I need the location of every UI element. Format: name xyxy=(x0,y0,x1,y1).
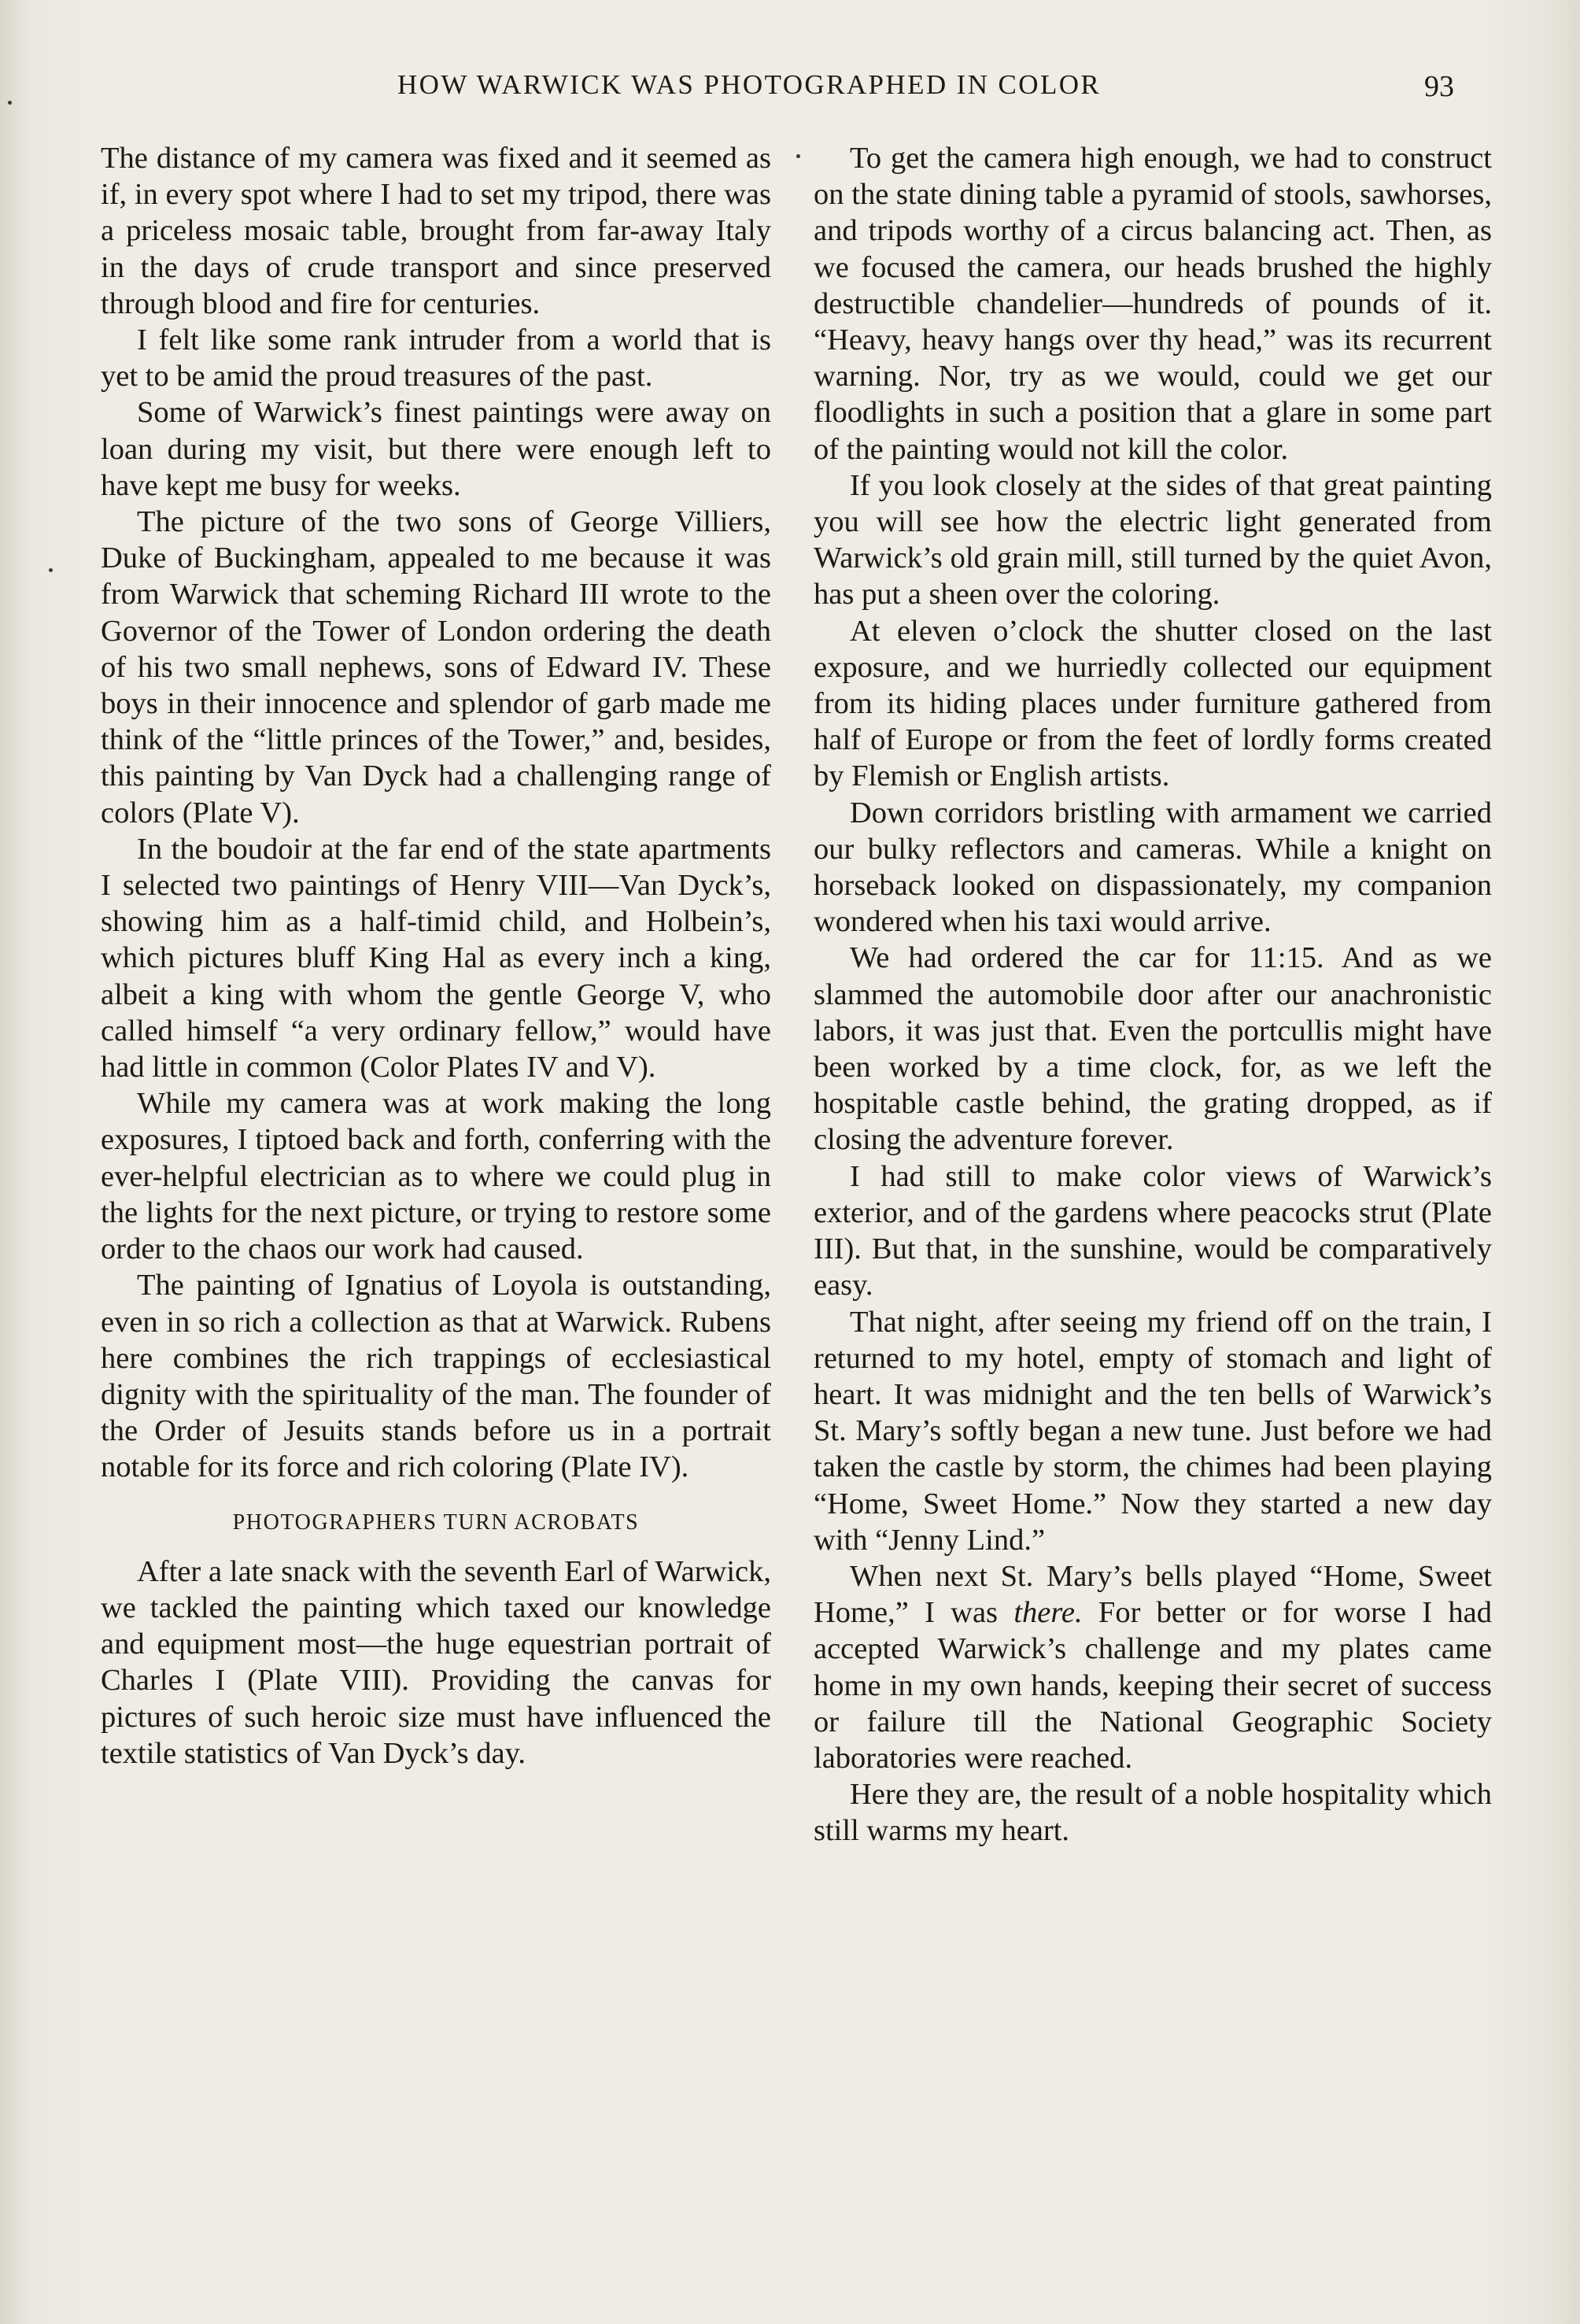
right-column xyxy=(814,140,1492,1849)
paragraph: While my camera was at work making the long exposures, I tiptoed back and forth, conferring with the ever-helpful electrician as to where we could plug in the lights for the next picture, or trying to restore some order to the chaos our work had caused. xyxy=(101,1087,771,1266)
section-subheading: PHOTOGRAPHERS TURN ACROBATS xyxy=(232,1509,640,1535)
paragraph: After a late snack with the seventh Earl of Warwick, we tackled the painting which taxed our knowledge and equipment most—the huge equestrian portrait of Charles I (Plate VIII). Providing the canvas for pictures of such heroic size must have influenced the textile statistics of Van Dyck’s day. xyxy=(101,1554,771,1770)
paragraph: The painting of Ignatius of Loyola is outstanding, even in so rich a collection as that at Warwick. Rubens here combines the rich trappings of ecclesiastical dignity with the spirituality of the man. The founder of the Order of Jesuits stands before us in a portrait notable for its force and rich coloring (Plate IV). xyxy=(101,1269,771,1484)
paragraph: I felt like some rank intruder from a world that is yet to be amid the proud treasures of the past. xyxy=(101,323,771,393)
paragraph: In the boudoir at the far end of the state apartments I selected two paintings of Henry VIII—Van Dyck’s, showing him as a half-timid child, and Holbein’s, which pictures bluff King Hal as every inch a king, albeit a king with whom the gentle George V, who called himself “a very ordinary fellow,” would have had little in common (Color Plates IV and V). xyxy=(101,832,771,1084)
left-column xyxy=(101,140,771,1772)
running-header xyxy=(0,69,1580,116)
paragraph: If you look closely at the sides of that great painting you will see how the electric light generated from Warwick’s old grain mill, still turned by the quiet Avon, has put a sheen over the coloring. xyxy=(814,468,1492,611)
gutter-speck xyxy=(796,154,800,158)
paragraph: Here they are, the result of a noble hospitality which still warms my heart. xyxy=(814,1778,1492,1848)
page-number: 93 xyxy=(1424,70,1454,103)
paragraph: At eleven o’clock the shutter closed on the last exposure, and we hurriedly collected our equipment from its hiding places under furniture gathered from half of Europe or from the feet of lordly forms created by Flemish or English artists. xyxy=(814,614,1492,793)
text-run: For better or for worse I had accepted Warwick’s challenge and my plates came home in my own hands, keeping their secret of success or failure till the National Geographic Society laboratories were reached. xyxy=(814,1596,1492,1775)
paragraph: To get the camera high enough, we had to construct on the state dining table a pyramid of stools, sawhorses, and tripods worthy of a circus balancing act. Then, as we focused the camera, our heads brushed the highly destructible chandelier—hundreds of pounds of it. “Heavy, heavy hangs over thy head,” was its recurrent warning. Nor, try as we would, could we get our floodlights in such a position that a glare in some part of the painting would not kill the color. xyxy=(814,142,1492,466)
margin-speck xyxy=(49,568,53,572)
paragraph: We had ordered the car for 11:15. And as we slammed the automobile door after our anachronistic labors, it was just that. Even the portcullis might have been worked by a time clock, for, as we left the hospitable castle behind, the grating dropped, as if closing the adventure forever. xyxy=(814,941,1492,1157)
text-run: When next St. Mary’s bells played “Home, Sweet Home,” I was xyxy=(814,1559,1492,1630)
emphasized-word: there. xyxy=(1013,1596,1083,1630)
running-title: HOW WARWICK WAS PHOTOGRAPHED IN COLOR xyxy=(397,69,1102,100)
paragraph: Some of Warwick’s finest paintings were away on loan during my visit, but there were enough left to have kept me busy for weeks. xyxy=(101,396,771,502)
paragraph: The picture of the two sons of George Villiers, Duke of Buckingham, appealed to me because it was from Warwick that scheming Richard III wrote to the Governor of the Tower of London ordering the death of his two small nephews, sons of Edward IV. These boys in their innocence and splendor of garb made me think of the “little princes of the Tower,” and, besides, this painting by Van Dyck had a challenging range of colors (Plate V). xyxy=(101,505,771,829)
paragraph: The distance of my camera was fixed and it seemed as if, in every spot where I had to set my tripod, there was a priceless mosaic table, brought from far-away Italy in the days of crude transport and since preserved through blood and fire for centuries. xyxy=(101,142,771,320)
paragraph xyxy=(814,1558,1492,1776)
paragraph: Down corridors bristling with armament we carried our bulky reflectors and cameras. While a knight on horseback looked on dispassionately, my companion wondered when his taxi would arrive. xyxy=(814,796,1492,939)
paragraph: That night, after seeing my friend off on the train, I returned to my hotel, empty of stomach and light of heart. It was midnight and the ten bells of Warwick’s St. Mary’s softly began a new tune. Just before we had taken the castle by storm, the chimes had been playing “Home, Sweet Home.” Now they started a new day with “Jenny Lind.” xyxy=(814,1305,1492,1557)
paragraph: I had still to make color views of Warwick’s exterior, and of the gardens where peacocks strut (Plate III). But that, in the sunshine, would be comparatively easy. xyxy=(814,1159,1492,1302)
